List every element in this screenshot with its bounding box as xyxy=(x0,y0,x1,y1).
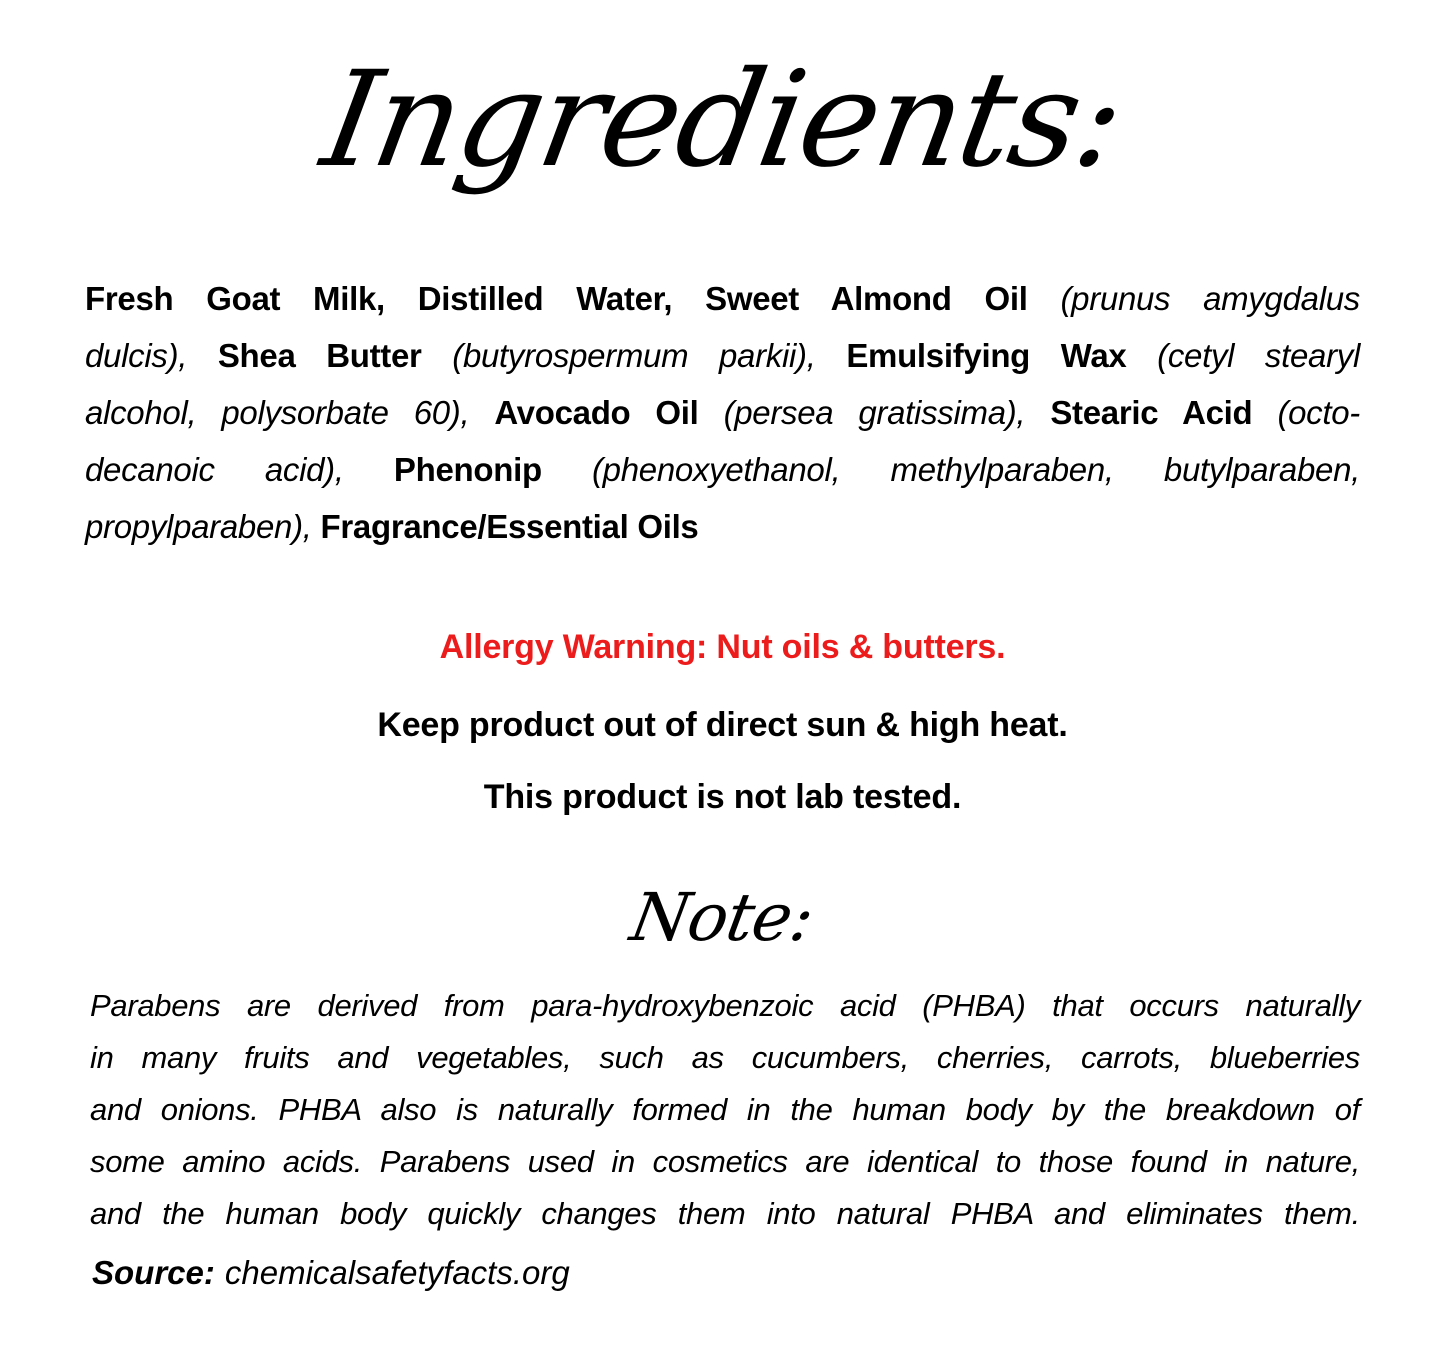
text-segment: (persea gratissima), xyxy=(723,394,1051,431)
note-title-text: Note: xyxy=(625,879,820,956)
lab-tested-statement: This product is not lab tested. xyxy=(483,778,962,816)
note-paragraph xyxy=(90,980,1360,1240)
text-segment: decanoic acid), xyxy=(85,451,394,488)
text-segment: Emulsifying Wax xyxy=(846,337,1158,374)
note-line: and onions. PHBA also is naturally formed in the human body by the breakdown of xyxy=(90,1092,1360,1127)
text-segment: alcohol, polysorbate 60), xyxy=(85,394,495,431)
page-title-text: Ingredients: xyxy=(312,43,1134,197)
text-segment: Fragrance/Essential Oils xyxy=(320,508,699,545)
text-segment: (octo- xyxy=(1277,394,1360,431)
ingredients-line xyxy=(85,327,1360,384)
text-segment: Phenonip xyxy=(393,451,592,488)
text-segment: propylparaben), xyxy=(85,508,321,545)
note-title xyxy=(0,855,1445,980)
text-segment: (prunus amygdalus xyxy=(1060,280,1361,317)
sun-heat-warning: Keep product out of direct sun & high heat. xyxy=(377,706,1068,744)
text-segment: Avocado Oil xyxy=(494,394,724,431)
note-line: some amino acids. Parabens used in cosmetics are identical to those found in nature, xyxy=(90,1144,1360,1179)
note-line: and the human body quickly changes them into natural PHBA and eliminates them. xyxy=(90,1196,1360,1231)
ingredients-line xyxy=(85,384,1360,441)
text-segment: (butyrospermum parkii), xyxy=(452,337,847,374)
text-segment: dulcis), xyxy=(85,337,218,374)
ingredients-line xyxy=(85,498,1360,555)
text-segment: Stearic Acid xyxy=(1050,394,1278,431)
source-label: Source: xyxy=(92,1254,215,1291)
text-segment: Shea Butter xyxy=(217,337,453,374)
note-line: Parabens are derived from para-hydroxybenzoic acid (PHBA) that occurs naturally xyxy=(90,988,1360,1023)
ingredients-line xyxy=(85,270,1360,327)
ingredients-paragraph xyxy=(85,270,1360,555)
ingredients-line xyxy=(85,441,1360,498)
text-segment: (phenoxyethanol, methylparaben, butylparaben, xyxy=(591,451,1360,488)
allergy-warning: Allergy Warning: Nut oils & butters. xyxy=(439,628,1006,666)
source-url: chemicalsafetyfacts.org xyxy=(224,1254,570,1291)
page-title xyxy=(0,18,1445,223)
text-segment: (cetyl stearyl xyxy=(1157,337,1361,374)
note-line: in many fruits and vegetables, such as cucumbers, cherries, carrots, blueberries xyxy=(90,1040,1360,1075)
source-line xyxy=(92,1248,570,1298)
text-segment: Fresh Goat Milk, Distilled Water, Sweet Almond Oil xyxy=(85,280,1061,317)
